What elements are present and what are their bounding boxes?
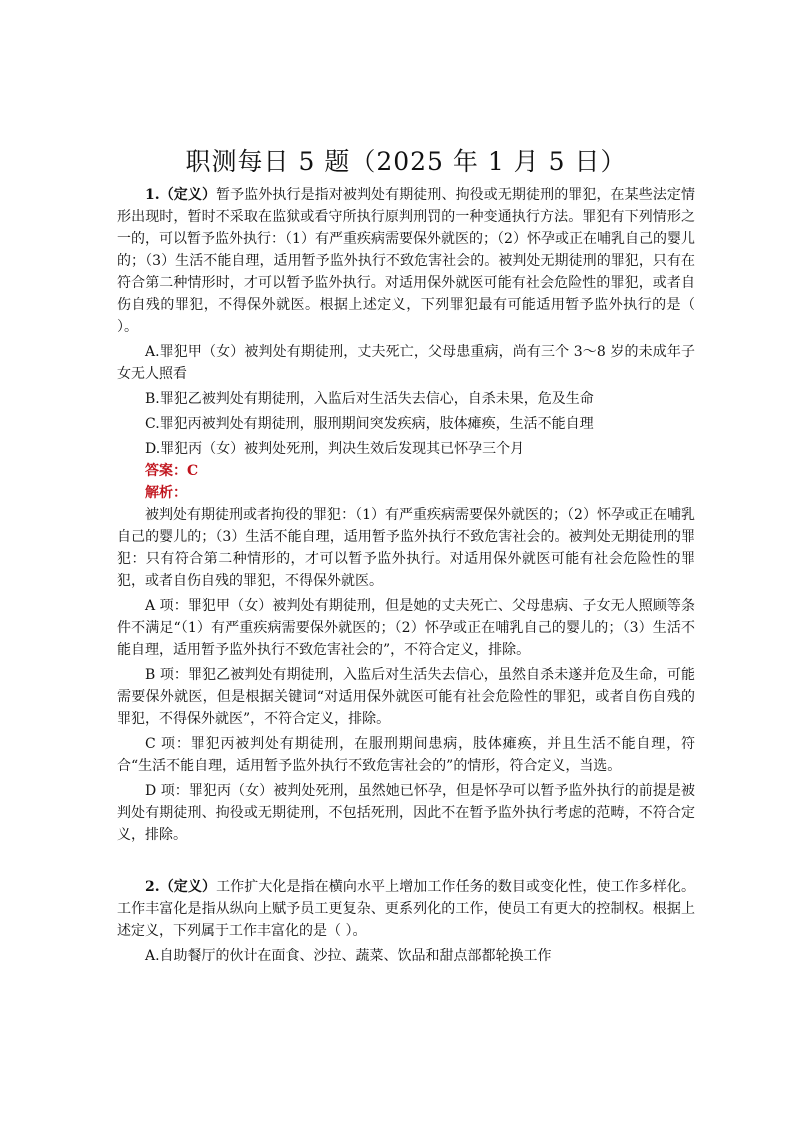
question-2-text: 工作扩大化是指在横向水平上增加工作任务的数目或变化性，使工作多样化。工作丰富化是指从纵向上赋予员工更复杂、更系列化的工作，使员工有更大的控制权。根据上述定义，下列属于工作丰富化的是（ ）。 bbox=[117, 879, 695, 939]
question-2-number: 2.（定义） bbox=[145, 879, 217, 895]
question-1-option-d: D.罪犯丙（女）被判处死刑，判决生效后发现其已怀孕三个月 bbox=[145, 441, 525, 457]
question-1-option-c: C.罪犯丙被判处有期徒刑，服刑期间突发疾病，肢体瘫痪，生活不能自理 bbox=[145, 416, 594, 432]
question-1-analysis-label: 解析： bbox=[145, 485, 187, 501]
question-2-option-a: A.自助餐厅的伙计在面食、沙拉、蔬菜、饮品和甜点部都轮换工作 bbox=[145, 948, 552, 964]
question-1-text: 暂予监外执行是指对被判处有期徒刑、拘役或无期徒刑的罪犯，在某些法定情形出现时，暂时不采取在监狱或看守所执行原判刑罚的一种变通执行方法。罪犯有下列情形之一的，可以暂予监外执行：（1）有严重疾病需要保外就医的；（2）怀孕或正在哺乳自己的婴儿的；（3）生活不能自理，适用暂予监外执行不致危害社会的。被判处无期徒刑的罪犯，只有在符合第二种情形时，才可以暂予监外执行。对适用保外就医可能有社会危险性的罪犯，或者自伤自残的罪犯，不得保外就医。根据上述定义，下列罪犯最有可能适用暂予监外执行的是（ ）。 bbox=[117, 187, 695, 335]
question-1-number: 1.（定义） bbox=[145, 187, 217, 203]
page-title: 职测每日 5 题（2025 年 1 月 5 日） bbox=[185, 147, 627, 176]
analysis-paragraph-d: D 项：罪犯丙（女）被判处死刑，虽然她已怀孕，但是怀孕可以暂予监外执行的前提是被判处有期徒刑、拘役或无期徒刑，不包括死刑，因此不在暂予监外执行考虑的范畴，不符合定义，排除。 bbox=[117, 783, 695, 843]
question-1-answer: 答案：C bbox=[145, 463, 199, 479]
question-1-stem bbox=[117, 184, 695, 338]
question-2-stem bbox=[117, 876, 695, 942]
analysis-paragraph-general: 被判处有期徒刑或者拘役的罪犯：（1）有严重疾病需要保外就医的；（2）怀孕或正在哺乳自己的婴儿的；（3）生活不能自理，适用暂予监外执行不致危害社会的。被判处无期徒刑的罪犯：只有符合第二种情形的，才可以暂予监外执行。对适用保外就医可能有社会危险性的罪犯，或者自伤自残的罪犯，不得保外就医。 bbox=[117, 507, 695, 589]
document-page bbox=[117, 142, 695, 967]
analysis-paragraph-c: C 项：罪犯丙被判处有期徒刑，在服刑期间患病，肢体瘫痪，并且生活不能自理，符合“生活不能自理，适用暂予监外执行不致危害社会的”的情形，符合定义，当选。 bbox=[117, 736, 695, 774]
section-spacer bbox=[117, 846, 695, 876]
analysis-paragraph-b: B 项：罪犯乙被判处有期徒刑，入监后对生活失去信心，虽然自杀未遂并危及生命，可能需要保外就医，但是根据关键词“对适用保外就医可能有社会危险性的罪犯，或者自伤自残的罪犯，不得保外就医”，不符合定义，排除。 bbox=[117, 667, 695, 727]
question-1-option-a: A.罪犯甲（女）被判处有期徒刑，丈夫死亡，父母患重病，尚有三个 3～8 岁的未成年子女无人照看 bbox=[117, 344, 695, 382]
question-1-option-b: B.罪犯乙被判处有期徒刑，入监后对生活失去信心，自杀未果，危及生命 bbox=[145, 391, 594, 407]
analysis-paragraph-a: A 项：罪犯甲（女）被判处有期徒刑，但是她的丈夫死亡、父母患病、子女无人照顾等条件不满足“（1）有严重疾病需要保外就医的；（2）怀孕或正在哺乳自己的婴儿的；（3）生活不能自理，适用暂予监外执行不致危害社会的”，不符合定义，排除。 bbox=[117, 598, 695, 658]
